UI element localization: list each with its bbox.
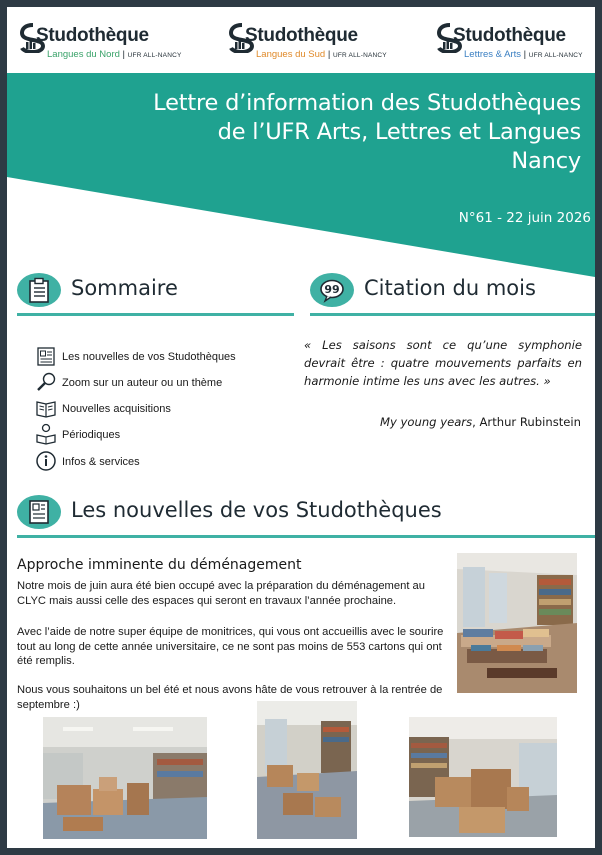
magnifier-icon: [35, 371, 57, 393]
photo-library-room-image: [457, 553, 577, 693]
news-section-title: Les nouvelles de vos Studothèques: [71, 498, 442, 522]
article-title: Approche imminente du déménagement: [17, 557, 302, 573]
article-paragraph: Notre mois de juin aura été bien occupé avec la préparation du déménagement au CLYC mais aussi celle des espaces qui seront en travaux l’année prochaine.: [17, 580, 425, 607]
toc-label: Périodiques: [62, 429, 121, 441]
logo-ufr: UFR ALL-NANCY: [528, 52, 583, 59]
toc-label: Les nouvelles de vos Studothèques: [62, 351, 236, 363]
svg-text:99: 99: [324, 283, 340, 296]
issue-number-date: N°61 - 22 juin 2026: [458, 210, 591, 226]
logo-subtitle: Lettres & Arts | UFR ALL-NANCY: [464, 49, 583, 60]
news-header: [17, 492, 595, 542]
photo-boxes-corridor-image: [257, 701, 357, 839]
clipboard-icon: [26, 277, 52, 303]
banner-title: [21, 89, 581, 176]
toc-label: Nouvelles acquisitions: [62, 403, 171, 415]
citation-source: [380, 415, 581, 429]
logo-sub-label: Langues du Sud: [256, 49, 326, 60]
news-badge: [17, 495, 61, 529]
logo-sub-label: Langues du Nord: [47, 49, 120, 60]
title-banner: [7, 73, 595, 279]
toc-label: Infos & services: [62, 456, 140, 468]
banner-title-line: Nancy: [511, 148, 581, 174]
banner-title-line: de l’UFR Arts, Lettres et Langues: [217, 119, 581, 145]
open-book-icon: [35, 397, 57, 419]
banner-title-line: Lettre d’information des Studothèques: [153, 90, 581, 116]
citation-title: Citation du mois: [364, 276, 536, 300]
citation-header: [310, 270, 595, 320]
citation-badge: [310, 273, 354, 307]
citation-book: My young years: [379, 415, 473, 429]
reader-icon: [35, 423, 57, 445]
logo-sub-label: Lettres & Arts: [464, 49, 522, 60]
logo-ufr: UFR ALL-NANCY: [332, 52, 387, 59]
article-paragraph: Avec l’aide de notre super équipe de monitrices, qui vous ont accueillis avec le sourire tout au long de cette année universitaire, ce ne sont pas moins de 553 cartons qui ont été remplis.: [17, 626, 444, 667]
logos-header: [7, 7, 595, 73]
photo-boxes-shelves-image: [409, 717, 557, 837]
newspaper-icon: [26, 499, 52, 525]
photo-library-room: [457, 553, 577, 693]
photo-boxes-hall-image: [43, 717, 207, 839]
citation-author: , Arthur Rubinstein: [472, 415, 581, 429]
logo-subtitle: Langues du Nord | UFR ALL-NANCY: [47, 49, 182, 60]
newspaper-icon: [35, 345, 57, 367]
logo-ufr: UFR ALL-NANCY: [127, 52, 182, 59]
speech-bubble-icon: [319, 277, 345, 303]
sommaire-rule: [17, 313, 294, 316]
toc-label: Zoom sur un auteur ou un thème: [62, 377, 223, 389]
sommaire-title: Sommaire: [71, 276, 178, 300]
logo-name: Studothèque: [453, 25, 566, 46]
logo-subtitle: Langues du Sud | UFR ALL-NANCY: [256, 49, 387, 60]
logo-name: Studothèque: [245, 25, 358, 46]
citation-text: « Les saisons sont ce qu’une symphonie devrait être : quatre mouvements parfaits en harmonie intime les uns avec les autres. »: [304, 338, 582, 388]
newsletter-page: [7, 7, 595, 848]
news-rule: [17, 535, 595, 538]
photo-boxes-shelves: [409, 717, 557, 837]
sommaire-header: [17, 270, 294, 320]
photo-boxes-hall: [43, 717, 207, 839]
sommaire-badge: [17, 273, 61, 307]
article-paragraph: Nous vous souhaitons un bel été et nous avons hâte de vous retrouver à la rentrée de septembre :): [17, 684, 443, 711]
photo-boxes-corridor: [257, 701, 357, 839]
logo-name: Studothèque: [36, 25, 149, 46]
citation-rule: [310, 313, 595, 316]
info-icon: [35, 450, 57, 472]
